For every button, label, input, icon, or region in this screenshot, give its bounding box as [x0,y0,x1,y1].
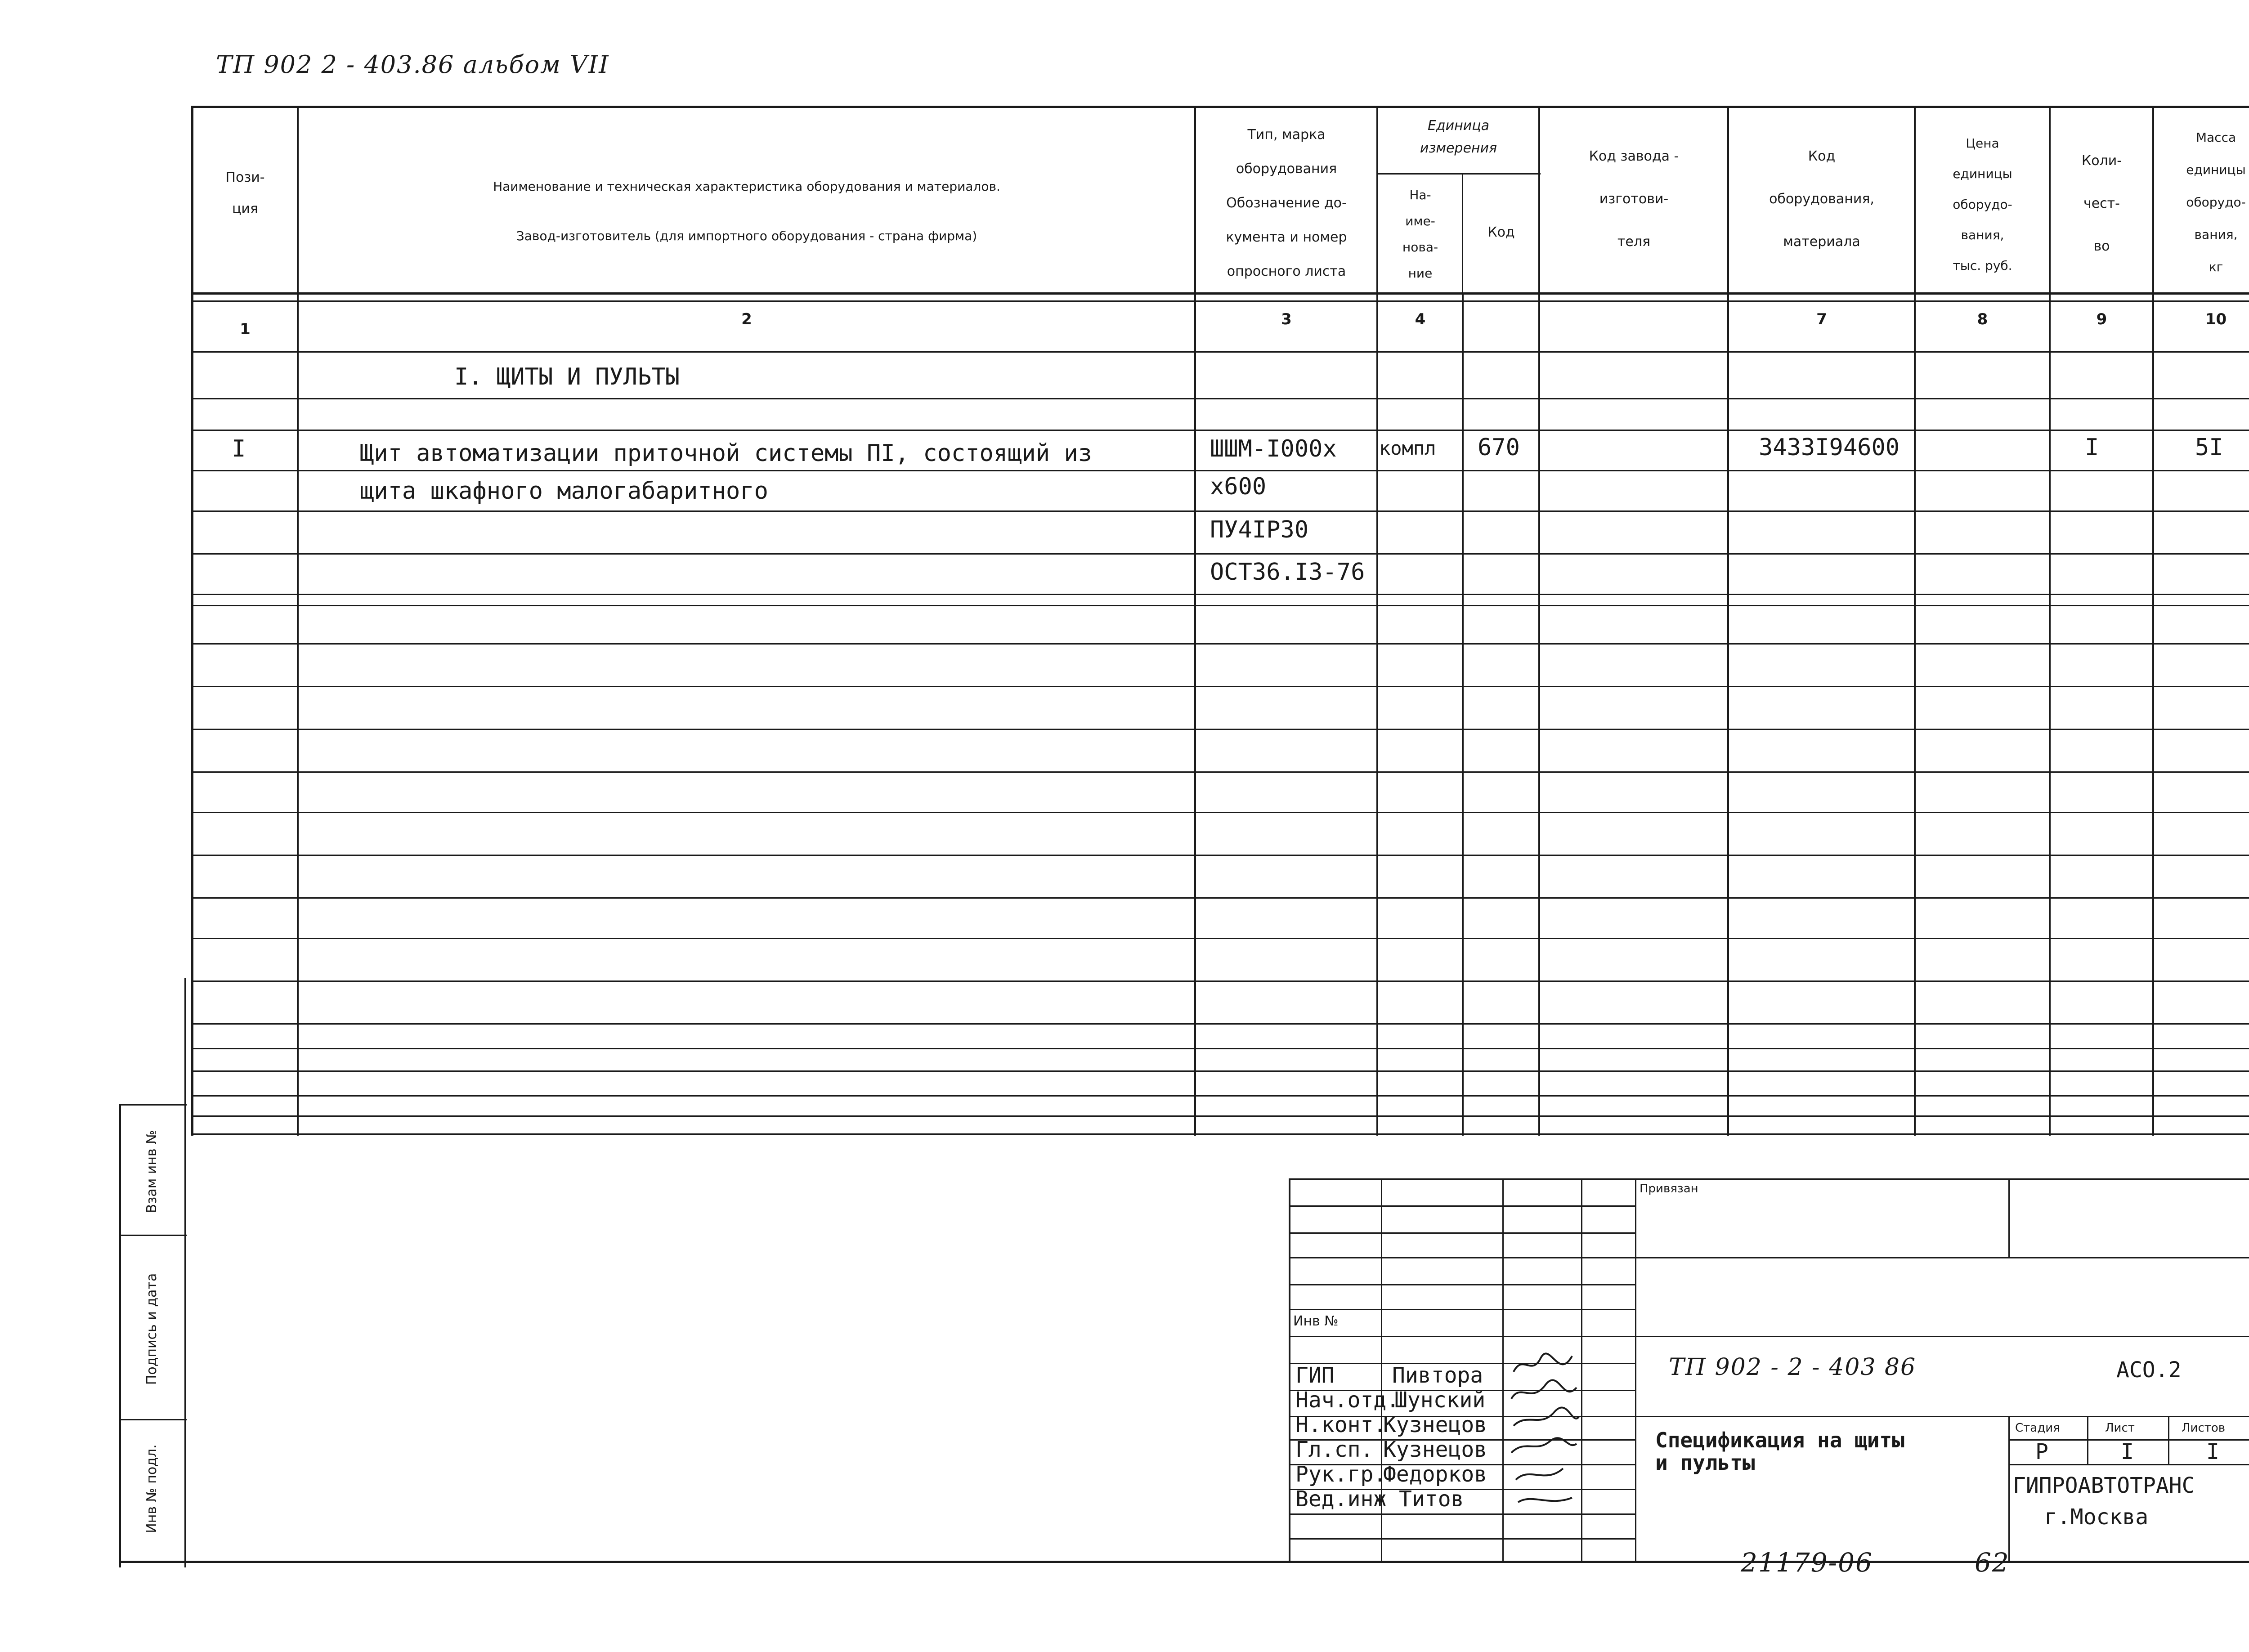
row-type-line-4: ОСТ36.I3-76 [1210,559,1365,586]
colnum-10: 10 [2205,310,2227,328]
bottom-note-2: 62 [1975,1547,2010,1578]
doc-title-line-2: и пульты [1655,1451,1755,1475]
sig-name-6: Титов [1399,1486,1464,1512]
row-type-line-3: ПУ4IР30 [1210,516,1309,543]
colnum-9: 9 [2096,310,2107,328]
row-mass: 5I [2195,434,2223,461]
header-unit-group: Единица измерения [1420,118,1497,156]
header-position: Пози- ция [225,170,265,217]
row-name-line-2: щита шкафного малогабаритного [360,478,768,505]
sheet-value: I [2121,1439,2134,1464]
header-name: Наименование и техническая характеристика оборудования и материалов. Завод-изготовитель (для импортного оборудования - страна фирма) [493,179,1000,243]
privyazan-label: Привязан [1640,1182,1698,1195]
org-name: ГИПРОАВТОТРАНС [2013,1473,2195,1498]
doc-code: ТП 902 - 2 - 403 86 [1669,1354,1917,1381]
inv-no-label: Инв № [1293,1313,1339,1329]
bottom-note-1: 21179-06 [1741,1547,1873,1578]
colnum-4: 4 [1415,310,1426,328]
row-equipment-code: 3433I94600 [1759,434,1900,461]
signature-scribbles-icon [1505,1349,1581,1520]
row-type-line-2: х600 [1210,473,1267,500]
row-quantity: I [2085,434,2099,461]
header-unit-name: На- име- нова- ние [1402,188,1438,281]
header-plant-code: Код завода - изготови- теля [1589,148,1679,250]
side-stamp-signature-date: Подпись и дата [144,1273,160,1385]
row-type-line-1: ШШМ-I000х [1210,435,1337,462]
row-position: I [232,435,246,462]
sheets-label: Листов [2182,1421,2226,1435]
sig-role-1: ГИП [1295,1363,1335,1388]
colnum-2: 2 [741,310,752,328]
header-equipment-code: Код оборудования, материала [1769,148,1874,250]
header-unit-code: Код [1487,224,1515,240]
header-mass: Масса единицы оборудо- вания, кг [2186,130,2246,274]
sig-name-3: Кузнецов [1383,1412,1487,1437]
side-stamp-vzam-inv: Взам инв № [144,1130,160,1213]
sig-role-4: Гл.сп. [1295,1437,1374,1462]
section-title: I. ЩИТЫ И ПУЛЬТЫ [454,363,680,390]
header-type: Тип, марка оборудования Обозначение до- кумента и номер опросного листа [1226,127,1347,279]
stage-label: Стадия [2015,1421,2060,1435]
sig-name-5: Федорков [1383,1462,1487,1487]
doc-mark: АСО.2 [2116,1357,2182,1383]
colnum-3: 3 [1281,310,1292,328]
doc-title-line-1: Спецификация на щиты [1655,1428,1904,1452]
colnum-1: 1 [240,320,251,338]
row-unit: компл [1379,437,1436,459]
top-note: ТП 902 2 - 403.86 альбом VII [216,50,609,79]
sig-role-5: Рук.гр. [1295,1462,1387,1487]
row-unit-code: 670 [1478,434,1520,461]
header-quantity: Коли- чест- во [2081,153,2122,254]
sig-name-1: Пивтора [1392,1363,1483,1388]
header-price: Цена единицы оборудо- вания, тыс. руб. [1953,136,2012,273]
sheet-label: Лист [2105,1421,2135,1435]
sheets-value: I [2206,1439,2219,1464]
colnum-8: 8 [1977,310,1988,328]
sig-role-3: Н.конт. [1295,1412,1387,1437]
side-stamp-inv-podl: Инв № подл. [144,1444,160,1533]
org-city: г.Москва [2044,1504,2149,1530]
colnum-7: 7 [1816,310,1827,328]
stage-value: Р [2035,1439,2048,1464]
sig-name-4: Кузнецов [1383,1437,1487,1462]
sig-role-2: Нач.отд. [1295,1388,1400,1413]
sig-name-2: Шунский [1394,1388,1486,1413]
row-name-line-1: Щит автоматизации приточной системы ПI, состоящий из [360,440,1092,467]
sig-role-6: Вед.инж [1295,1486,1387,1512]
